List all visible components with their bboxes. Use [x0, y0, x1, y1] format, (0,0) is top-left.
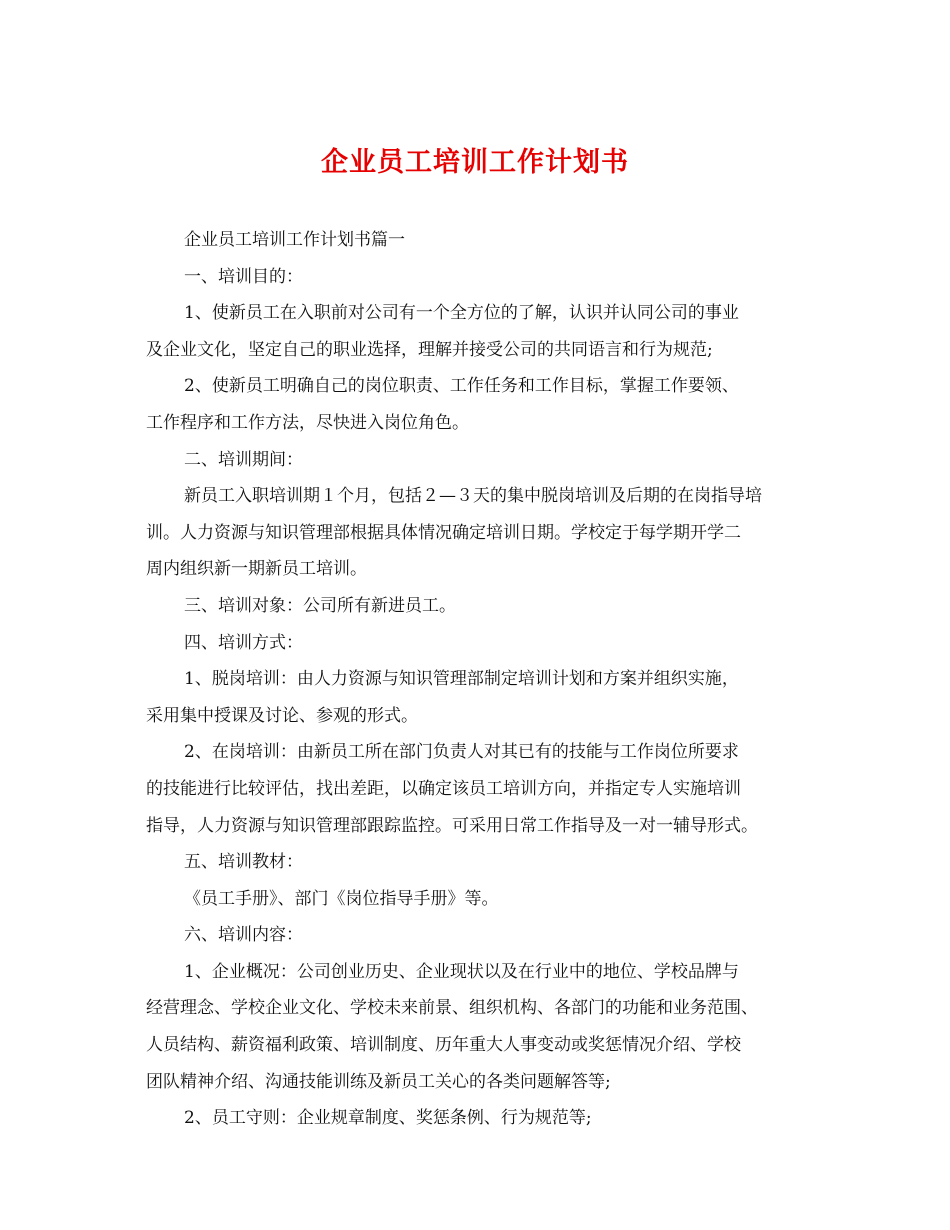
body-line: 三、培训对象：公司所有新进员工。 — [184, 595, 456, 616]
body-line: 新员工入职培训期１个月，包括２—３天的集中脱岗培训及后期的在岗指导培 — [184, 486, 762, 507]
body-line: 人员结构、薪资福利政策、培训制度、历年重大人事变动或奖惩情况介绍、学校 — [146, 1035, 741, 1056]
document-body — [146, 222, 816, 1137]
document-title: 企业员工培训工作计划书 — [321, 147, 629, 178]
body-line: 工作程序和工作方法，尽快进入岗位角色。 — [146, 412, 469, 433]
body-line: 周内组织新一期新员工培训。 — [146, 559, 367, 580]
body-line: 一、培训目的： — [184, 266, 303, 287]
body-line: 二、培训期间： — [184, 449, 303, 470]
body-line: 《员工手册》、部门《岗位指导手册》等。 — [184, 888, 499, 909]
body-line: 训。人力资源与知识管理部根据具体情况确定培训日期。学校定于每学期开学二 — [146, 522, 741, 543]
body-line: 的技能进行比较评估，找出差距，以确定该员工培训方向，并指定专人实施培训 — [146, 778, 741, 799]
body-line: 团队精神介绍、沟通技能训练及新员工关心的各类问题解答等; — [146, 1071, 611, 1092]
body-line: 1、企业概况：公司创业历史、企业现状以及在行业中的地位、学校品牌与 — [184, 961, 739, 982]
body-line: 五、培训教材： — [184, 852, 303, 873]
body-line: 经营理念、学校企业文化、学校未来前景、组织机构、各部门的功能和业务范围、 — [146, 998, 758, 1019]
body-line: 四、培训方式： — [184, 632, 303, 653]
body-line: 采用集中授课及讨论、参观的形式。 — [146, 705, 418, 726]
body-line: 指导，人力资源与知识管理部跟踪监控。可采用日常工作指导及一对一辅导形式。 — [146, 815, 758, 836]
body-line: 2、在岗培训：由新员工所在部门负责人对其已有的技能与工作岗位所要求 — [184, 742, 739, 763]
body-line: 2、员工守则：企业规章制度、奖惩条例、行为规范等; — [184, 1108, 592, 1129]
body-line: 企业员工培训工作计划书篇一 — [184, 230, 405, 250]
body-line: 1、脱岗培训：由人力资源与知识管理部制定培训计划和方案并组织实施， — [184, 669, 739, 690]
body-line: 及企业文化，坚定自己的职业选择，理解并接受公司的共同语言和行为规范; — [146, 339, 713, 360]
body-line: 1、使新员工在入职前对公司有一个全方位的了解，认识并认同公司的事业 — [184, 303, 739, 324]
body-line: 2、使新员工明确自己的岗位职责、工作任务和工作目标，掌握工作要领、 — [184, 376, 739, 397]
body-line: 六、培训内容： — [184, 925, 303, 946]
